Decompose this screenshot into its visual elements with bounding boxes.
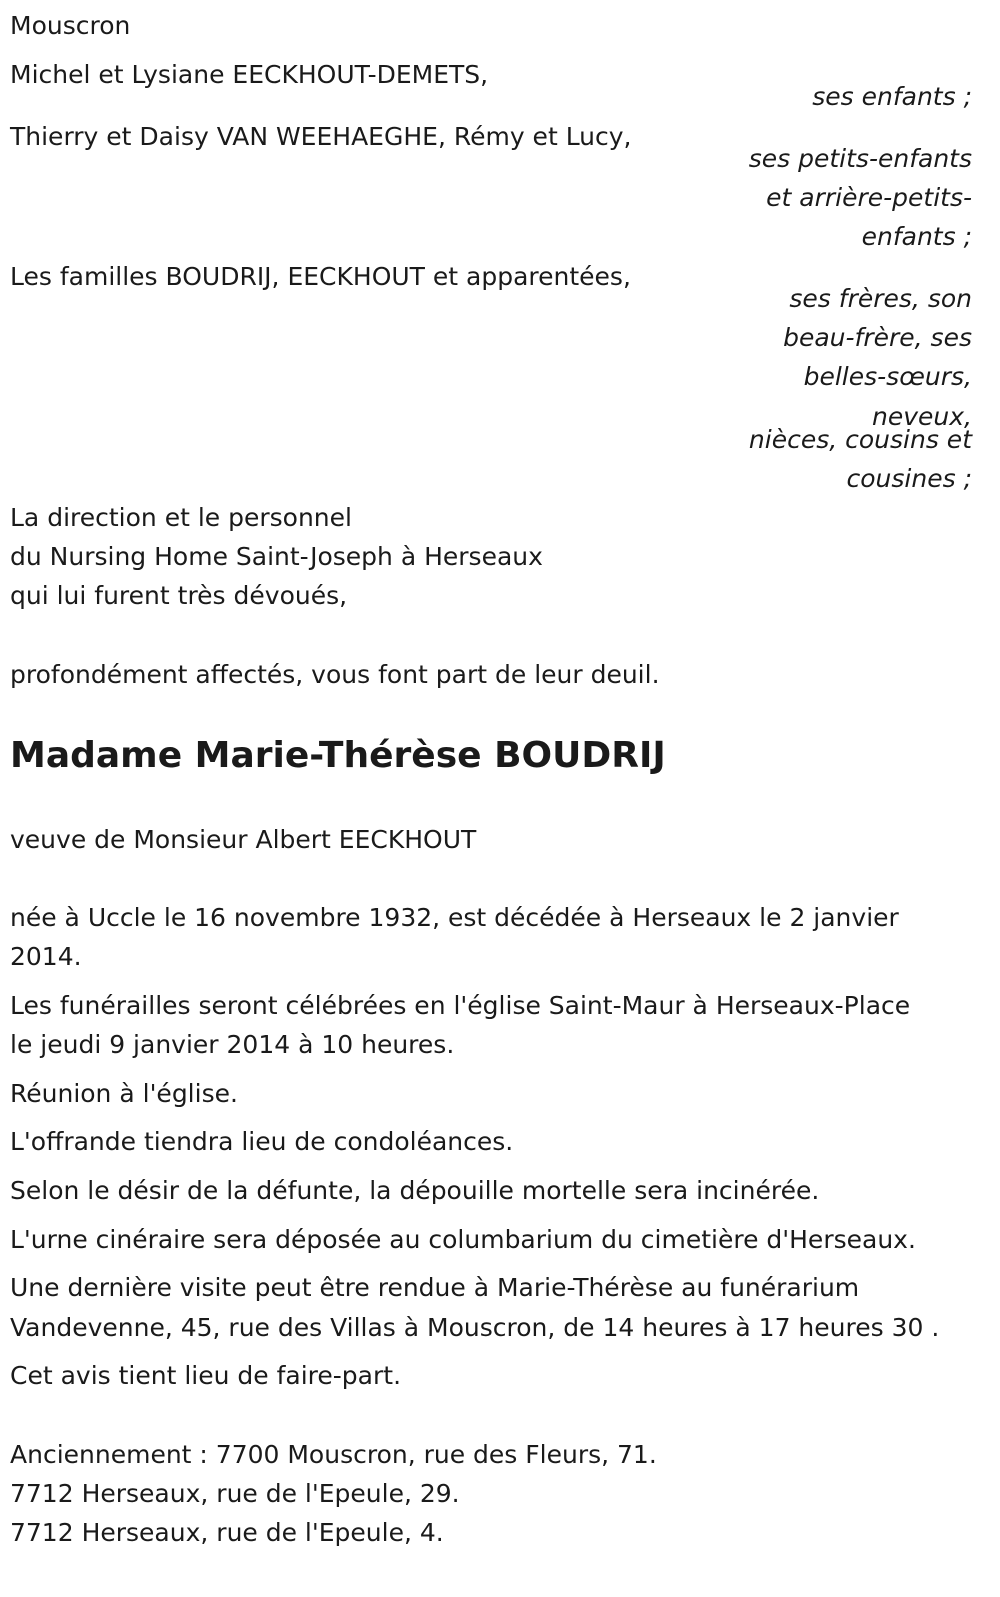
city-heading: Mouscron xyxy=(10,11,131,40)
detail-line-meeting: Réunion à l'église. xyxy=(10,1079,238,1108)
role-relatives-1: ses frères, son xyxy=(789,284,972,313)
role-grandchildren-1: ses petits-enfants xyxy=(748,144,972,173)
role-relatives-4: neveux, xyxy=(872,402,972,431)
detail-line-cremation: Selon le désir de la défunte, la dépouille mortelle sera incinérée. xyxy=(10,1176,820,1205)
widow-of-text: veuve de Monsieur Albert EECKHOUT xyxy=(10,825,477,854)
detail-line-visit: Une dernière visite peut être rendue à Marie-Thérèse au funérarium xyxy=(10,1273,860,1302)
direction-line-1: La direction et le personnel xyxy=(10,503,352,532)
address-line-2: 7712 Herseaux, rue de l'Epeule, 29. xyxy=(10,1479,460,1508)
detail-line-funeral-date: le jeudi 9 janvier 2014 à 10 heures. xyxy=(10,1030,455,1059)
family-line-children: Michel et Lysiane EECKHOUT-DEMETS, xyxy=(10,60,489,89)
role-grandchildren-3: enfants ; xyxy=(861,222,972,251)
detail-line-offering: L'offrande tiendra lieu de condoléances. xyxy=(10,1127,514,1156)
role-relatives-2: beau-frère, ses xyxy=(783,323,972,352)
role-relatives-3: belles-sœurs, xyxy=(803,362,972,391)
detail-line-visit-address: Vandevenne, 45, rue des Villas à Mouscron, de 14 heures à 17 heures 30 . xyxy=(10,1313,940,1342)
detail-line-notice: Cet avis tient lieu de faire-part. xyxy=(10,1361,402,1390)
role-relatives-5: nièces, cousins et xyxy=(748,425,972,454)
announcement-text: profondément affectés, vous font part de leur deuil. xyxy=(10,660,660,689)
direction-line-3: qui lui furent très dévoués, xyxy=(10,581,348,610)
detail-line-funeral: Les funérailles seront célébrées en l'église Saint-Maur à Herseaux-Place xyxy=(10,991,911,1020)
address-line-former: Anciennement : 7700 Mouscron, rue des Fleurs, 71. xyxy=(10,1440,657,1469)
deceased-name: Madame Marie-Thérèse BOUDRIJ xyxy=(10,735,666,776)
detail-line-birth-cont: 2014. xyxy=(10,942,82,971)
detail-line-urn: L'urne cinéraire sera déposée au columbarium du cimetière d'Herseaux. xyxy=(10,1225,916,1254)
address-line-3: 7712 Herseaux, rue de l'Epeule, 4. xyxy=(10,1518,444,1547)
role-children: ses enfants ; xyxy=(812,82,972,111)
role-grandchildren-2: et arrière-petits- xyxy=(766,183,972,212)
family-line-grandchildren: Thierry et Daisy VAN WEEHAEGHE, Rémy et Lucy, xyxy=(10,122,632,151)
family-line-relatives: Les familles BOUDRIJ, EECKHOUT et apparentées, xyxy=(10,262,631,291)
detail-line-birth: née à Uccle le 16 novembre 1932, est décédée à Herseaux le 2 janvier xyxy=(10,903,899,932)
role-relatives-6: cousines ; xyxy=(846,464,972,493)
direction-line-2: du Nursing Home Saint-Joseph à Herseaux xyxy=(10,542,543,571)
